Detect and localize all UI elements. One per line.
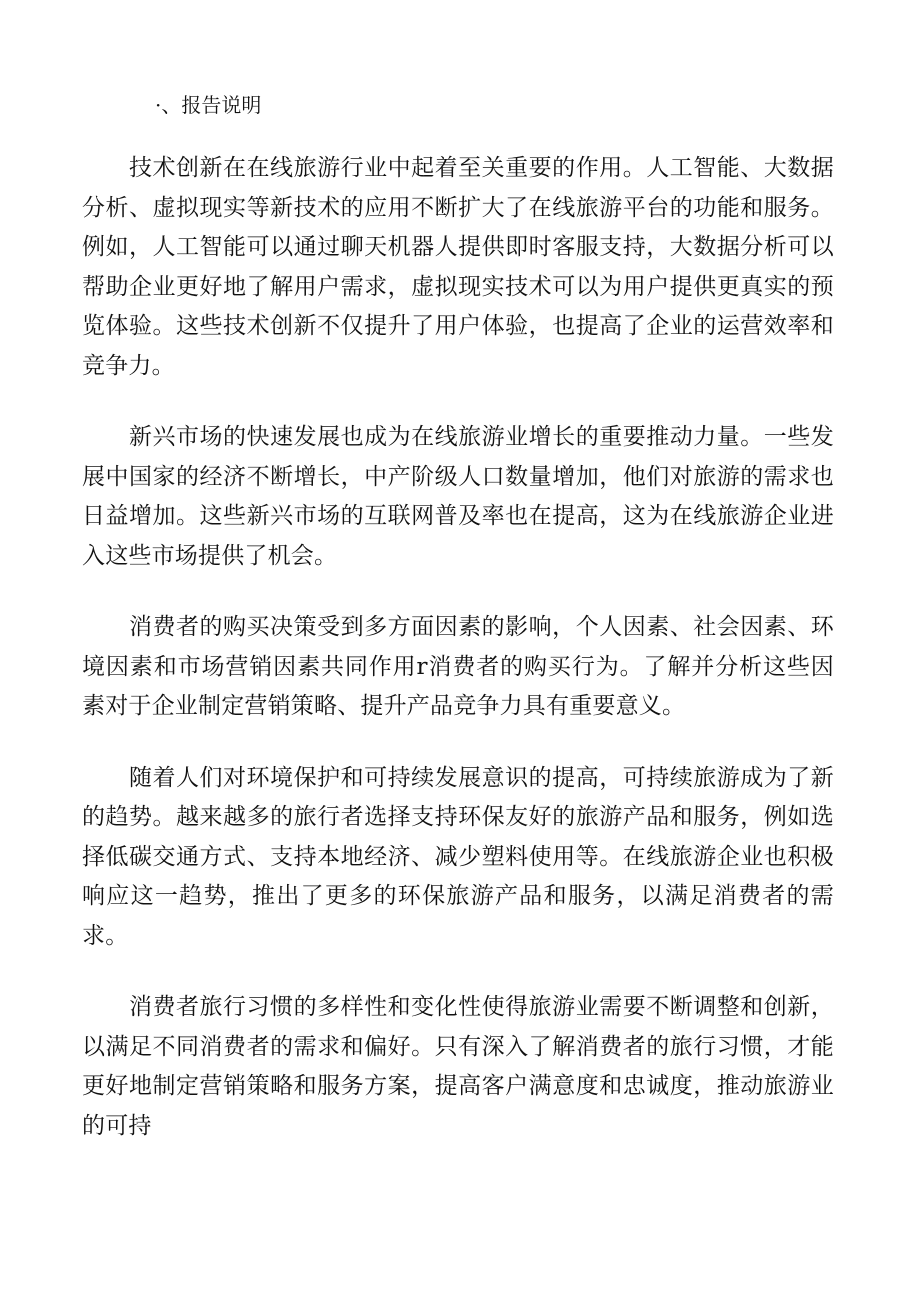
paragraph-travel-habits: 消费者旅行习惯的多样性和变化性使得旅游业需要不断调整和创新，以满足不同消费者的需求和偏好。只有深入了解消费者的旅行习惯，才能更好地制定营销策略和服务方案，提高客户满意度和忠诚度，推动旅游业的可持 [82,994,834,1139]
section-heading: ·、报告说明 [155,93,262,117]
paragraph-tech-innovation: 技术创新在在线旅游行业中起着至关重要的作用。人工智能、大数据分析、虚拟现实等新技术的应用不断扩大了在线旅游平台的功能和服务。例如，人工智能可以通过聊天机器人提供即时客服支持，大数据分析可以帮助企业更好地了解用户需求，虚拟现实技术可以为用户提供更真实的预览体验。这些技术创新不仅提升了用户体验，也提高了企业的运营效率和竞争力。 [82,155,834,379]
paragraph-emerging-markets: 新兴市场的快速发展也成为在线旅游业增长的重要推动力量。一些发展中国家的经济不断增长，中产阶级人口数量增加，他们对旅游的需求也日益增加。这些新兴市场的互联网普及率也在提高，这为在线旅游企业进入这些市场提供了机会。 [82,424,834,569]
paragraph-sustainable-tourism: 随着人们对环境保护和可持续发展意识的提高，可持续旅游成为了新的趋势。越来越多的旅行者选择支持环保友好的旅游产品和服务，例如选择低碳交通方式、支持本地经济、减少塑料使用等。在线旅游企业也积极响应这一趋势，推出了更多的环保旅游产品和服务，以满足消费者的需求。 [82,764,834,949]
paragraph-consumer-decisions: 消费者的购买决策受到多方面因素的影响，个人因素、社会因素、环境因素和市场营销因素共同作用r消费者的购买行为。了解并分析这些因素对于企业制定营销策略、提升产品竞争力具有重要意义。 [82,614,834,719]
document-body [82,149,834,1178]
